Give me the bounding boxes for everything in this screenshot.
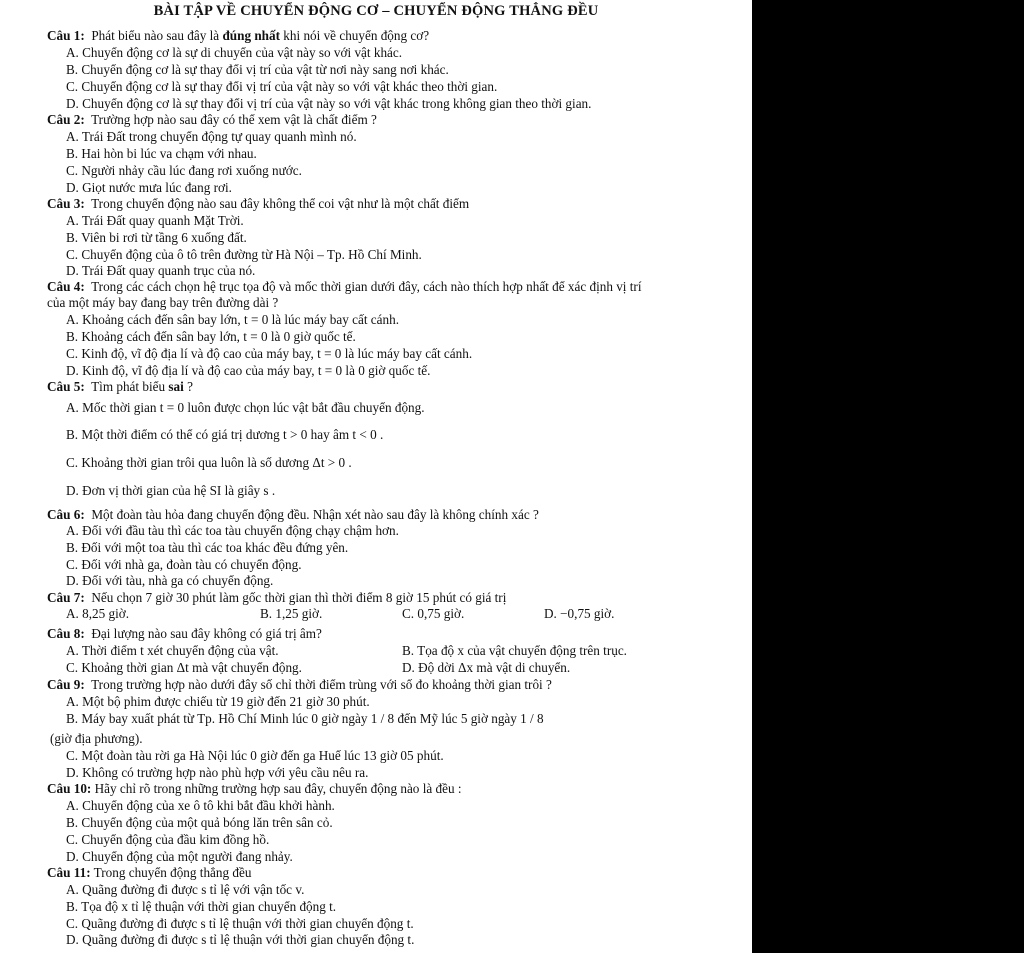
option-2a: A. Trái Đất trong chuyển động tự quay quanh mình nó. xyxy=(66,129,357,144)
option-9d: D. Không có trường hợp nào phù hợp với yêu cầu nêu ra. xyxy=(66,765,369,780)
option-11a: A. Quãng đường đi được s tỉ lệ với vận tốc v. xyxy=(66,882,305,897)
question-2 xyxy=(47,112,377,128)
option-4b: B. Khoảng cách đến sân bay lớn, t = 0 là 0 giờ quốc tế. xyxy=(66,329,356,344)
question-6 xyxy=(47,507,539,523)
option-8c: C. Khoảng thời gian Δt mà vật chuyển động. xyxy=(66,660,302,675)
option-9b-continuation: (giờ địa phương). xyxy=(50,731,143,746)
option-9b: B. Máy bay xuất phát từ Tp. Hồ Chí Minh lúc 0 giờ ngày 1 / 8 đến Mỹ lúc 5 giờ ngày 1 / 8 xyxy=(66,711,544,726)
option-10b: B. Chuyển động của một quả bóng lăn trên sân cỏ. xyxy=(66,815,333,830)
option-8d: D. Độ dời Δx mà vật di chuyển. xyxy=(402,660,571,675)
question-text: Trong chuyển động nào sau đây không thể coi vật như là một chất điểm xyxy=(91,196,470,211)
question-label: Câu 8: xyxy=(47,626,85,641)
question-text-end: khi nói về chuyển động cơ? xyxy=(280,28,430,43)
option-2b: B. Hai hòn bi lúc va chạm với nhau. xyxy=(66,146,257,161)
question-text: Phát biểu nào sau đây là xyxy=(91,28,223,43)
question-1 xyxy=(47,28,429,44)
option-11d: D. Quãng đường đi được s tỉ lệ thuận với thời gian chuyển động t. xyxy=(66,932,415,947)
option-10d: D. Chuyển động của một người đang nhảy. xyxy=(66,849,293,864)
option-11c: C. Quãng đường đi được s tỉ lệ thuận với thời gian chuyển động t. xyxy=(66,916,414,931)
option-6c: C. Đối với nhà ga, đoàn tàu có chuyển động. xyxy=(66,557,302,572)
question-emphasis: sai xyxy=(168,379,184,394)
option-11b: B. Tọa độ x tỉ lệ thuận với thời gian chuyển động t. xyxy=(66,899,337,914)
option-6b: B. Đối với một toa tàu thì các toa khác đều đứng yên. xyxy=(66,540,349,555)
option-3d: D. Trái Đất quay quanh trục của nó. xyxy=(66,263,256,278)
option-4c: C. Kinh độ, vĩ độ địa lí và độ cao của máy bay, t = 0 là lúc máy bay cất cánh. xyxy=(66,346,473,361)
question-text: Trong chuyển động thẳng đều xyxy=(93,865,252,880)
question-label: Câu 3: xyxy=(47,196,85,211)
option-2c: C. Người nhảy cầu lúc đang rơi xuống nước. xyxy=(66,163,302,178)
option-5b: B. Một thời điểm có thể có giá trị dương t > 0 hay âm t < 0 . xyxy=(66,427,384,442)
question-4-continuation: của một máy bay đang bay trên đường dài ? xyxy=(47,295,279,310)
option-5d: D. Đơn vị thời gian của hệ SI là giây s . xyxy=(66,483,276,498)
option-8b: B. Tọa độ x của vật chuyển động trên trục. xyxy=(402,643,627,658)
option-1b: B. Chuyển động cơ là sự thay đổi vị trí của vật từ nơi này sang nơi khác. xyxy=(66,62,449,77)
option-7c: C. 0,75 giờ. xyxy=(402,606,465,621)
option-1c: C. Chuyển động cơ là sự thay đổi vị trí của vật này so với vật khác theo thời gian. xyxy=(66,79,498,94)
question-label: Câu 9: xyxy=(47,677,85,692)
question-label: Câu 4: xyxy=(47,279,85,294)
question-text: Trong các cách chọn hệ trục tọa độ và mốc thời gian dưới đây, cách nào thích hợp nhất để xác định vị trí xyxy=(91,279,642,294)
question-emphasis: đúng nhất xyxy=(222,28,280,43)
question-3 xyxy=(47,196,469,212)
question-label: Câu 1: xyxy=(47,28,85,43)
question-10 xyxy=(47,781,462,797)
option-3b: B. Viên bi rơi từ tầng 6 xuống đất. xyxy=(66,230,247,245)
option-3a: A. Trái Đất quay quanh Mặt Trời. xyxy=(66,213,244,228)
option-1d: D. Chuyển động cơ là sự thay đổi vị trí của vật này so với vật khác trong không gian theo thời gian. xyxy=(66,96,592,111)
option-2d: D. Giọt nước mưa lúc đang rơi. xyxy=(66,180,232,195)
question-text: Trường hợp nào sau đây có thể xem vật là chất điểm ? xyxy=(91,112,377,127)
question-9 xyxy=(47,677,552,693)
option-10a: A. Chuyển động của xe ô tô khi bắt đầu khởi hành. xyxy=(66,798,335,813)
option-7d: D. −0,75 giờ. xyxy=(544,606,615,621)
option-4a: A. Khoảng cách đến sân bay lớn, t = 0 là lúc máy bay cất cánh. xyxy=(66,312,399,327)
question-11 xyxy=(47,865,251,881)
option-1a: A. Chuyển động cơ là sự di chuyển của vật này so với vật khác. xyxy=(66,45,403,60)
option-9c: C. Một đoàn tàu rời ga Hà Nội lúc 0 giờ đến ga Huế lúc 13 giờ 05 phút. xyxy=(66,748,444,763)
option-5a: A. Mốc thời gian t = 0 luôn được chọn lúc vật bắt đầu chuyển động. xyxy=(66,400,425,415)
question-label: Câu 7: xyxy=(47,590,85,605)
question-4 xyxy=(47,279,642,295)
question-text: Một đoàn tàu hỏa đang chuyển động đều. Nhận xét nào sau đây là không chính xác ? xyxy=(91,507,539,522)
option-3c: C. Chuyển động của ô tô trên đường từ Hà Nội – Tp. Hồ Chí Minh. xyxy=(66,247,422,262)
question-label: Câu 11: xyxy=(47,865,91,880)
option-9a: A. Một bộ phim được chiếu từ 19 giờ đến 21 giờ 30 phút. xyxy=(66,694,370,709)
option-5c: C. Khoảng thời gian trôi qua luôn là số dương Δt > 0 . xyxy=(66,455,352,470)
question-label: Câu 2: xyxy=(47,112,85,127)
question-text: Trong trường hợp nào dưới đây số chỉ thời điểm trùng với số đo khoảng thời gian trôi ? xyxy=(91,677,552,692)
question-text-end: ? xyxy=(183,379,193,394)
document-title: BÀI TẬP VỀ CHUYỂN ĐỘNG CƠ – CHUYỂN ĐỘNG THẲNG ĐỀU xyxy=(153,3,599,19)
option-8a: A. Thời điểm t xét chuyển động của vật. xyxy=(66,643,279,658)
question-text: Hãy chỉ rõ trong những trường hợp sau đây, chuyển động nào là đều : xyxy=(94,781,462,796)
question-label: Câu 10: xyxy=(47,781,92,796)
option-10c: C. Chuyển động của đầu kim đồng hồ. xyxy=(66,832,270,847)
question-8 xyxy=(47,626,322,642)
question-label: Câu 5: xyxy=(47,379,85,394)
question-text: Đại lượng nào sau đây không có giá trị âm? xyxy=(91,626,322,641)
question-text: Tìm phát biểu xyxy=(91,379,169,394)
question-label: Câu 6: xyxy=(47,507,85,522)
question-text: Nếu chọn 7 giờ 30 phút làm gốc thời gian thì thời điểm 8 giờ 15 phút có giá trị xyxy=(91,590,507,605)
option-6d: D. Đối với tàu, nhà ga có chuyển động. xyxy=(66,573,274,588)
option-6a: A. Đối với đầu tàu thì các toa tàu chuyển động chạy chậm hơn. xyxy=(66,523,399,538)
option-4d: D. Kinh độ, vĩ độ địa lí và độ cao của máy bay, t = 0 là 0 giờ quốc tế. xyxy=(66,363,431,378)
question-5 xyxy=(47,379,193,395)
option-7a: A. 8,25 giờ. xyxy=(66,606,130,621)
question-7 xyxy=(47,590,506,606)
option-7b: B. 1,25 giờ. xyxy=(260,606,323,621)
